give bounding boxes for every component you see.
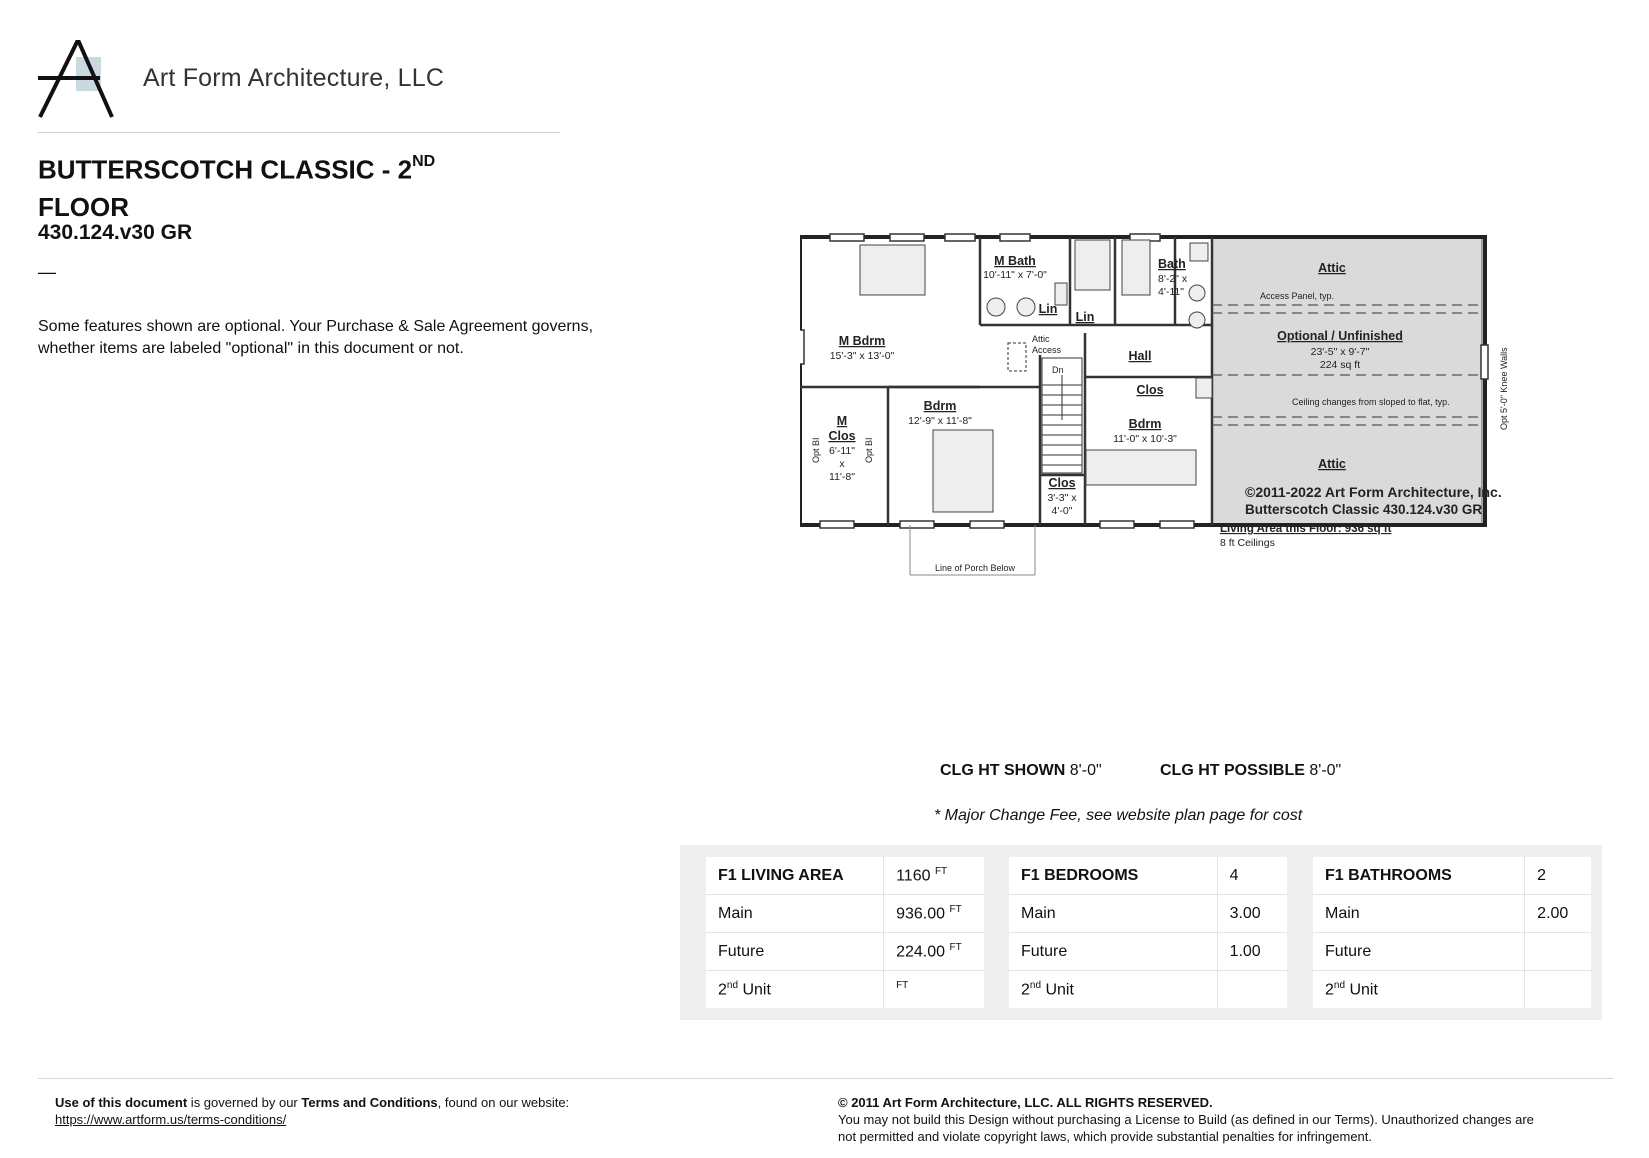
room-m-clos-dim3: 11'-8": [829, 471, 855, 483]
bathrooms-main-label: Main: [1313, 895, 1525, 933]
page-title: [38, 146, 598, 226]
room-bdrm2-name: Bdrm: [1128, 417, 1162, 431]
footer-text2: , found on our website:: [437, 1095, 570, 1110]
room-lin2-name: Lin: [1075, 310, 1095, 324]
terms-link[interactable]: https://www.artform.us/terms-conditions/: [55, 1112, 287, 1127]
title-line1: BUTTERSCOTCH CLASSIC - 2: [38, 154, 413, 185]
room-m-clos-name1: M: [836, 414, 848, 428]
company-logo: [38, 40, 118, 120]
bathrooms-unit2-value: [1525, 971, 1591, 1009]
room-bdrm2-dim: 11'-0" x 10'-3": [1113, 433, 1177, 445]
living-future-cell: [884, 933, 984, 971]
bedrooms-future-value: 1.00: [1217, 933, 1287, 971]
opt-bi-left: Opt BI: [811, 437, 821, 463]
major-change-fee-note: * Major Change Fee, see website plan page for cost: [934, 807, 1303, 824]
living-area-floor: Living Area this Floor: 936 sq ft: [1220, 523, 1392, 535]
bathrooms-future-value: [1525, 933, 1591, 971]
room-bdrm1-dim: 12'-9" x 11'-8": [908, 415, 972, 427]
stair-down-label: Dn: [1052, 365, 1064, 375]
company-name: Art Form Architecture, LLC: [143, 64, 445, 92]
clg-ht-possible-label: CLG HT POSSIBLE: [1160, 762, 1305, 779]
header-divider: [38, 132, 560, 133]
room-m-bdrm-dim: 15'-3" x 13'-0": [829, 350, 895, 362]
clg-ht-possible: [1160, 762, 1341, 780]
living-future-value: 224.00: [896, 943, 946, 961]
room-attic-top-name: Attic: [1318, 261, 1346, 275]
title-superscript: ND: [412, 153, 436, 170]
room-m-clos-dim1: 6'-11": [829, 445, 855, 457]
room-clos-small-dim1: 3'-3" x: [1047, 492, 1077, 504]
living-main-cell: [884, 895, 984, 933]
unit-label: FT: [949, 903, 962, 915]
living-area-total: 1160: [896, 867, 931, 885]
plan-name: Butterscotch Classic 430.124.v30 GR: [1245, 502, 1483, 517]
bedrooms-future-label: Future: [1009, 933, 1217, 971]
access-panel-note: Access Panel, typ.: [1260, 291, 1335, 301]
floor-plan-drawing: [800, 225, 1590, 620]
footer-copyright: [838, 1094, 1598, 1145]
bedrooms-main-value: 3.00: [1217, 895, 1287, 933]
room-m-clos-dim2: x: [839, 458, 845, 470]
living-area-total-cell: [884, 857, 984, 895]
attic-access-line1: Attic: [1032, 334, 1050, 344]
bathrooms-main-value: 2.00: [1525, 895, 1591, 933]
bathrooms-header: F1 BATHROOMS: [1313, 857, 1525, 895]
room-m-bath-dim: 10'-11" x 7'-0": [983, 269, 1047, 281]
stats-panel: [680, 845, 1602, 1020]
bedrooms-total: 4: [1217, 857, 1287, 895]
title-line2: FLOOR: [38, 191, 129, 222]
opt-bi-right: Opt BI: [864, 437, 874, 463]
bathrooms-table: [1313, 857, 1591, 1008]
dash-separator: —: [38, 262, 56, 282]
attic-access-line2: Access: [1032, 345, 1062, 355]
room-clos-hall-name: Clos: [1136, 383, 1164, 397]
unit-label: FT: [949, 941, 962, 953]
bathrooms-future-label: Future: [1313, 933, 1525, 971]
room-m-bath-name: M Bath: [994, 254, 1036, 268]
bedrooms-unit2-value: [1217, 971, 1287, 1009]
room-bath-name: Bath: [1158, 257, 1186, 271]
bedrooms-unit2-label: 2nd Unit: [1021, 979, 1074, 999]
living-unit2-cell: [884, 971, 984, 1009]
bedrooms-main-label: Main: [1009, 895, 1217, 933]
living-main-value: 936.00: [896, 905, 946, 923]
room-lin1-name: Lin: [1038, 302, 1058, 316]
clg-ht-shown: [940, 762, 1102, 780]
footer-text1: is governed by our: [187, 1095, 302, 1110]
room-clos-small-dim2: 4'-0": [1051, 505, 1073, 517]
bedrooms-table: [1009, 857, 1287, 1008]
living-future-label: Future: [706, 933, 884, 971]
ceilings-note: 8 ft Ceilings: [1220, 537, 1275, 549]
living-area-header: F1 LIVING AREA: [706, 857, 884, 895]
unit-label: FT: [934, 865, 948, 877]
living-main-label: Main: [706, 895, 884, 933]
plan-copyright: ©2011-2022 Art Form Architecture, Inc.: [1245, 484, 1502, 500]
bathrooms-unit2-label: 2nd Unit: [1325, 979, 1378, 999]
knee-walls-note: Opt 5'-0" Knee Walls: [1499, 347, 1509, 430]
room-m-bdrm-name: M Bdrm: [838, 334, 886, 348]
room-bdrm1-name: Bdrm: [923, 399, 957, 413]
living-area-table: [706, 857, 984, 1008]
plan-code: 430.124.v30 GR: [38, 221, 193, 244]
room-hall-name: Hall: [1128, 349, 1152, 363]
clg-ht-shown-value: 8'-0": [1069, 762, 1102, 779]
room-m-clos-name2: Clos: [828, 429, 856, 443]
clg-ht-shown-label: CLG HT SHOWN: [940, 762, 1066, 779]
bedrooms-header: F1 BEDROOMS: [1009, 857, 1217, 895]
footer-divider: [38, 1078, 1613, 1079]
living-unit2-label: 2nd Unit: [718, 979, 771, 999]
room-attic-bottom-name: Attic: [1318, 457, 1346, 471]
room-optional-area: 224 sq ft: [1319, 359, 1361, 371]
footer-use-label: Use of this document: [55, 1095, 188, 1110]
bathrooms-total: 2: [1525, 857, 1591, 895]
room-clos-small-name: Clos: [1048, 476, 1076, 490]
room-optional-name: Optional / Unfinished: [1277, 329, 1403, 343]
room-optional-dim: 23'-5" x 9'-7": [1310, 346, 1370, 358]
room-bath-dim2: 4'-11": [1158, 286, 1184, 298]
footer-license-line1: You may not build this Design without purchasing a License to Build (as defined in our Terms). Unauthorized changes are: [838, 1112, 1534, 1127]
room-bath-dim1: 8'-2" x: [1158, 273, 1188, 285]
clg-ht-possible-value: 8'-0": [1309, 762, 1342, 779]
footer-terms: [55, 1094, 755, 1128]
porch-line-note: Line of Porch Below: [935, 563, 1016, 573]
footer-terms-label: Terms and Conditions: [301, 1095, 438, 1110]
footer-license-line2: not permitted and violate copyright laws, which provide substantial penalties for infringement.: [838, 1129, 1373, 1144]
ceiling-change-note: Ceiling changes from sloped to flat, typ.: [1292, 397, 1450, 407]
unit-label: FT: [896, 979, 909, 991]
footer-rights-title: © 2011 Art Form Architecture, LLC. ALL RIGHTS RESERVED.: [838, 1095, 1213, 1110]
optional-features-note: Some features shown are optional. Your Purchase & Sale Agreement governs, whether items are labeled "optional" in this document or not.: [38, 318, 594, 357]
